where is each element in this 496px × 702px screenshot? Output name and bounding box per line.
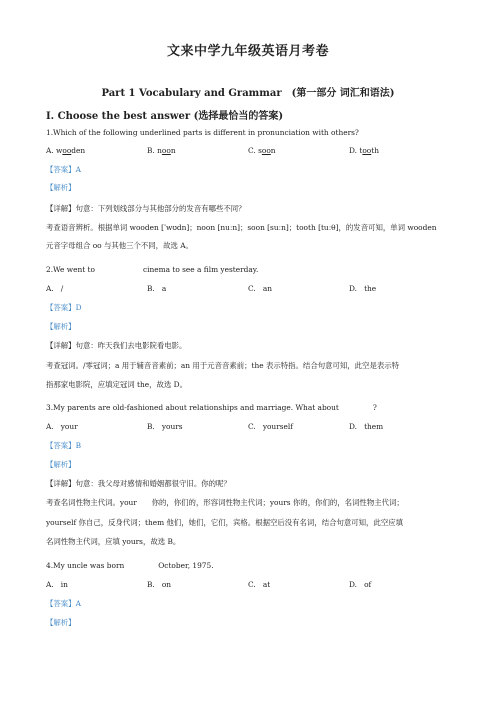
question-1-stem: 1.Which of the following underlined parts is different in pronunciation with others? [46,128,359,137]
option-b: B. on [147,580,172,589]
question-2-stem: 2.We went to cinema to see a film yesterday. [46,265,259,274]
option-b: B. yours [147,422,183,431]
option-c: C. soon [248,146,276,155]
detail-3-line-2: 考查名词性物主代词。your 你的，你们的，形容词性物主代词；yours 你的，你们的，名词性物主代词； [46,498,404,507]
exam-title: 文来中学九年级英语月考卷 [166,44,329,59]
option-a: A. in [46,580,68,589]
analysis-label-3: 【解析】 [46,460,76,469]
answer-2: 【答案】D [46,303,82,312]
option-a: A. your [46,422,78,431]
answer-3: 【答案】B [46,441,82,450]
detail-1-line-3: 元音字母组合 oo 与其他三个不同，故选 A。 [46,241,193,250]
option-c: C. at [248,580,271,589]
analysis-label-2: 【解析】 [46,322,76,331]
option-c: C. yourself [248,422,293,431]
option-d: D. them [349,422,384,431]
option-d: D. tooth [349,146,379,155]
detail-2-line-3: 指那家电影院，应填定冠词 the，故选 D。 [46,380,187,389]
option-c: C. an [248,284,272,293]
question-4-stem: 4.My uncle was born October, 1975. [46,561,214,570]
detail-3-line-4: 名词性物主代词，应填 yours，故选 B。 [46,537,181,546]
answer-4: 【答案】A [46,599,81,608]
detail-1-line-1: 【详解】句意：下列划线部分与其他部分的发音有哪些不同？ [46,204,246,213]
analysis-label-1: 【解析】 [46,183,76,192]
option-d: D. of [349,580,372,589]
detail-3-line-1: 【详解】句意：我父母对感情和婚姻都很守旧。你的呢？ [46,479,231,488]
option-a: A. / [46,284,64,293]
detail-2-line-2: 考查冠词。/零冠词；a 用于辅音音素前；an 用于元音音素前；the 表示特指。结合句意可知，此空是表示特 [46,361,400,370]
question-3-stem: 3.My parents are old-fashioned about relationships and marriage. What about ? [46,403,377,412]
detail-3-line-3: yourself 你自己，反身代词；them 他们，她们，它们，宾格。根据空后没有名词，结合句意可知，此空应填 [46,518,404,527]
option-b: B. noon [147,146,176,155]
option-d: D. the [349,284,377,293]
detail-2-line-1: 【详解】句意：昨天我们去电影院看电影。 [46,341,187,350]
option-b: B. a [147,284,167,293]
detail-1-line-2: 考查语音辨析。根据单词 wooden [ˈwʊdn]；noon [nuːn]；soon [suːn]；tooth [tuːθ]，的发音可知，单词 wooden [46,223,437,232]
option-a: A. wooden [46,146,86,155]
section-heading: I. Choose the best answer (选择最恰当的答案) [46,111,284,122]
part-heading: Part 1 Vocabulary and Grammar (第一部分 词汇和语法) [101,88,395,99]
analysis-label-4: 【解析】 [46,618,76,627]
answer-1: 【答案】A [46,165,81,174]
